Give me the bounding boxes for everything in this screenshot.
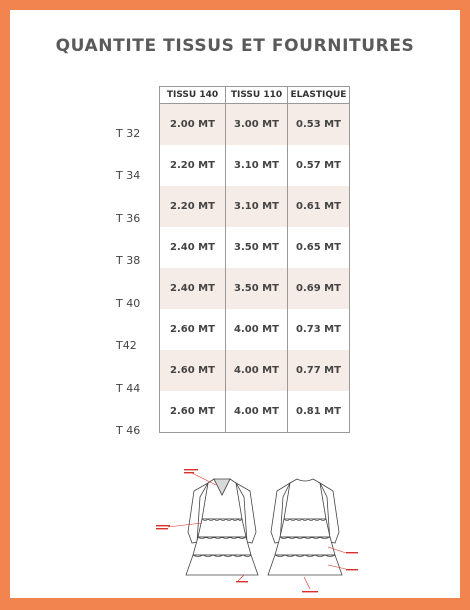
size-label: T42 xyxy=(116,339,137,352)
table-cell: 2.60 MT xyxy=(160,391,226,433)
table-cell: 0.77 MT xyxy=(288,350,350,391)
table-row xyxy=(160,145,350,186)
table-cell: 3.50 MT xyxy=(226,227,288,268)
table-row xyxy=(160,350,350,391)
size-label: T 46 xyxy=(116,424,141,437)
table-cell: 0.69 MT xyxy=(288,268,350,309)
table-cell: 4.00 MT xyxy=(226,391,288,433)
table-cell: 3.50 MT xyxy=(226,268,288,309)
table-cell: 3.10 MT xyxy=(226,145,288,186)
size-label: T 34 xyxy=(116,169,141,182)
page-title: QUANTITE TISSUS ET FOURNITURES xyxy=(55,36,415,56)
table-cell: 2.40 MT xyxy=(160,227,226,268)
table-row xyxy=(160,391,350,433)
size-label: T 36 xyxy=(116,212,141,225)
table-cell: 2.40 MT xyxy=(160,268,226,309)
table-row xyxy=(160,227,350,268)
dress-back-icon xyxy=(268,479,342,575)
table-cell: 0.57 MT xyxy=(288,145,350,186)
table-cell: 3.10 MT xyxy=(226,186,288,227)
table-cell: 0.73 MT xyxy=(288,309,350,350)
size-label: T 40 xyxy=(116,297,141,310)
table-cell: 0.61 MT xyxy=(288,186,350,227)
table-row xyxy=(160,309,350,350)
table-cell: 2.00 MT xyxy=(160,104,226,146)
table-cell: 4.00 MT xyxy=(226,350,288,391)
table-cell: 0.53 MT xyxy=(288,104,350,146)
size-label: T 38 xyxy=(116,254,141,267)
table-cell: 0.81 MT xyxy=(288,391,350,433)
dress-illustration xyxy=(150,457,370,597)
page-card xyxy=(10,10,460,598)
table-cell: 4.00 MT xyxy=(226,309,288,350)
table-cell: 0.65 MT xyxy=(288,227,350,268)
table-header-row xyxy=(160,87,350,104)
table-row xyxy=(160,104,350,146)
column-header: ELASTIQUE xyxy=(288,87,350,104)
table-cell: 2.20 MT xyxy=(160,186,226,227)
table-cell: 2.20 MT xyxy=(160,145,226,186)
size-label: T 32 xyxy=(116,127,141,140)
table-cell: 2.60 MT xyxy=(160,350,226,391)
dress-front-icon xyxy=(186,479,258,575)
table-cell: 2.60 MT xyxy=(160,309,226,350)
table-row xyxy=(160,268,350,309)
table-row xyxy=(160,186,350,227)
quantity-table xyxy=(159,86,350,433)
table-cell: 3.00 MT xyxy=(226,104,288,146)
column-header: TISSU 110 xyxy=(226,87,288,104)
size-label: T 44 xyxy=(116,382,141,395)
column-header: TISSU 140 xyxy=(160,87,226,104)
